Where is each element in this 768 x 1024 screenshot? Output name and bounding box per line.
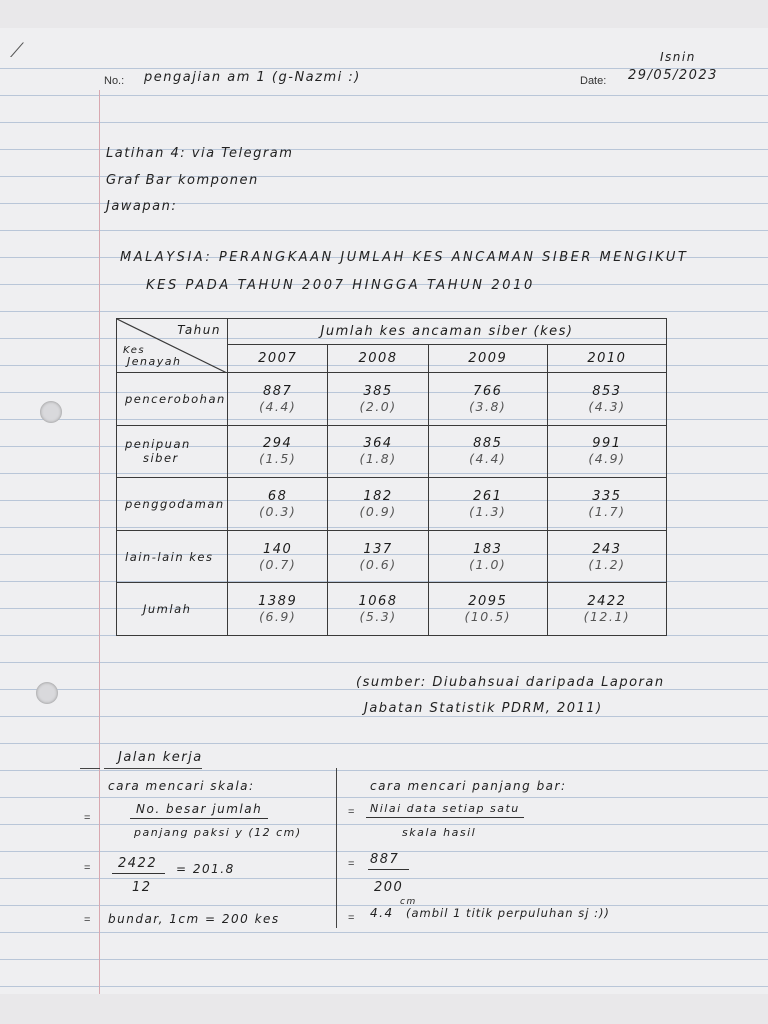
table-cell: 243 (1.2) [547, 530, 666, 583]
table-row [117, 373, 667, 426]
subject-title: pengajian am 1 (g-Nazmi :) [144, 70, 361, 85]
table-cell: 2095 (10.5) [428, 583, 547, 636]
table-title-line1: MALAYSIA: PERANGKAAN JUMLAH KES ANCAMAN SIBER MENGIKUT [120, 250, 689, 265]
heading-underline [80, 768, 100, 769]
table-cell: 853 (4.3) [547, 373, 666, 426]
table-cell: 294 (1.5) [228, 425, 328, 478]
scale-method-title: cara mencari skala: [108, 779, 255, 793]
scale-calc-result: = 201.8 [176, 862, 235, 876]
punch-hole [36, 682, 58, 704]
scale-formula-numerator: No. besar jumlah [130, 802, 268, 819]
answer-label: Jawapan: [106, 199, 178, 214]
table-cell: 68 (0.3) [228, 478, 328, 531]
table-cell: 1389 (6.9) [228, 583, 328, 636]
row-label: pencerobohan [117, 373, 228, 426]
pen-mark: ⟋ [10, 40, 24, 62]
source-line1: (sumber: Diubahsuai daripada Laporan [356, 675, 665, 690]
scale-calc-numerator: 2422 [112, 856, 165, 874]
margin-line [99, 90, 100, 994]
table-cell: 885 (4.4) [428, 425, 547, 478]
table-cell: 335 (1.7) [547, 478, 666, 531]
bar-length-note: (ambil 1 titik perpuluhan sj :)) [406, 906, 610, 920]
scale-final: bundar, 1cm = 200 kes [108, 912, 280, 926]
no-label: No.: [104, 75, 125, 87]
equals-sign: = [84, 812, 91, 824]
corner-cell [117, 319, 228, 373]
exercise-title: Latihan 4: via Telegram [106, 146, 294, 161]
year-header: 2007 [228, 345, 328, 373]
table-cell: 137 (0.6) [328, 530, 428, 583]
equals-sign: = [348, 858, 355, 870]
corner-jenayah-label: Jenayah [127, 355, 182, 368]
corner-kes-label: Kes [123, 345, 146, 356]
table-row [117, 530, 667, 583]
row-label: penggodaman [117, 478, 228, 531]
table-cell: 385 (2.0) [328, 373, 428, 426]
equals-sign: = [348, 912, 355, 924]
working-divider [336, 768, 337, 928]
punch-hole [40, 401, 62, 423]
table-cell: 2422 (12.1) [547, 583, 666, 636]
equals-sign: = [348, 806, 355, 818]
table-cell: 991 (4.9) [547, 425, 666, 478]
exercise-subtitle: Graf Bar komponen [106, 173, 259, 188]
scale-calc-denominator: 12 [132, 880, 152, 895]
row-label: lain-lain kes [117, 530, 228, 583]
corner-year-label: Tahun [177, 323, 221, 337]
equals-sign: = [84, 914, 91, 926]
heading-underline [104, 768, 202, 769]
year-header: 2009 [428, 345, 547, 373]
year-header: 2010 [547, 345, 666, 373]
scale-formula-denominator: panjang paksi y (12 cm) [134, 826, 302, 839]
date-value: 29/05/2023 [628, 68, 718, 83]
data-table [116, 318, 667, 636]
year-header: 2008 [328, 345, 428, 373]
table-cell: 261 (1.3) [428, 478, 547, 531]
table-cell: 1068 (5.3) [328, 583, 428, 636]
day-text: Isnin [660, 50, 696, 64]
table-cell: 887 (4.4) [228, 373, 328, 426]
bar-formula-denominator: skala hasil [402, 826, 477, 839]
bar-length-unit: cm [400, 897, 417, 907]
bar-formula-numerator: Nilai data setiap satu [366, 802, 524, 818]
table-title-line2: KES PADA TAHUN 2007 HINGGA TAHUN 2010 [146, 278, 535, 293]
group-header: Jumlah kes ancaman siber (kes) [228, 319, 667, 345]
table-cell: 140 (0.7) [228, 530, 328, 583]
working-heading: Jalan kerja [118, 750, 203, 765]
date-label: Date: [580, 75, 607, 87]
bar-calc-denominator: 200 [374, 880, 404, 895]
row-label: penipuan siber [117, 425, 228, 478]
table-row [117, 478, 667, 531]
table-row [117, 425, 667, 478]
table-cell: 766 (3.8) [428, 373, 547, 426]
bar-length-result: 4.4 [370, 906, 394, 920]
bar-method-title: cara mencari panjang bar: [370, 779, 567, 793]
row-label: Jumlah [117, 583, 228, 636]
source-line2: Jabatan Statistik PDRM, 2011) [364, 701, 603, 716]
table-cell: 183 (1.0) [428, 530, 547, 583]
table-row-total [117, 583, 667, 636]
equals-sign: = [84, 862, 91, 874]
bar-calc-numerator: 887 [368, 852, 409, 870]
table-cell: 182 (0.9) [328, 478, 428, 531]
table-cell: 364 (1.8) [328, 425, 428, 478]
